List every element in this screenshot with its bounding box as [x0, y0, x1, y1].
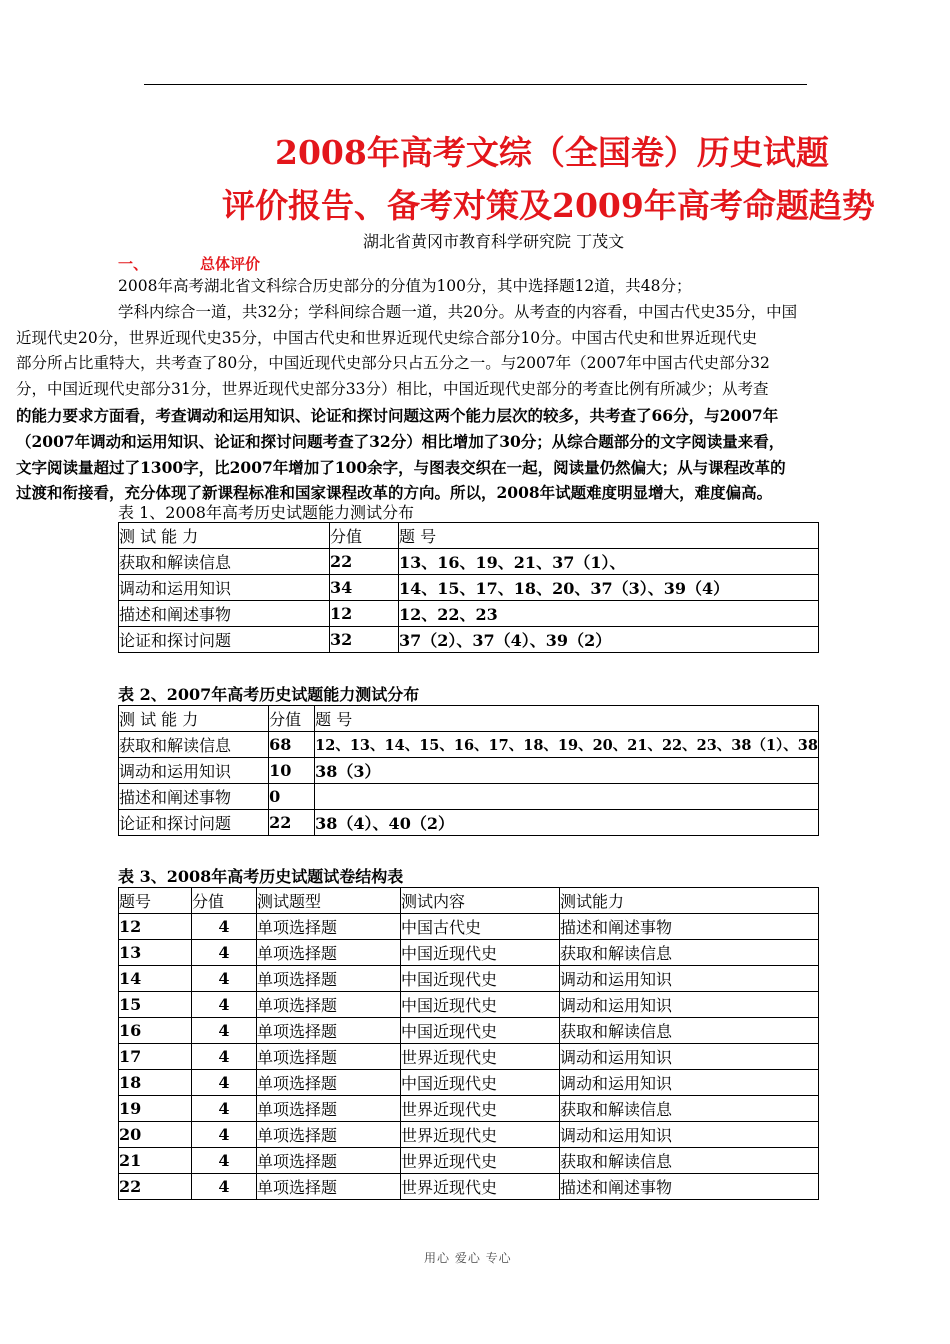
table-cell: 38（4）、40（2）: [315, 810, 819, 836]
section-heading: [118, 253, 260, 274]
table-row: [119, 627, 819, 653]
section-label: 总体评价: [200, 255, 261, 273]
table-cell: 中国近现代史: [401, 940, 560, 966]
paragraph-line: 过渡和衔接看，充分体现了新课程标准和国家课程改革的方向。所以，2008年试题难度明显增大，难度偏高。: [16, 483, 773, 503]
table-header-cell: 测试题型: [257, 888, 401, 914]
table-header-cell: 分值: [330, 523, 399, 549]
table-cell: 中国近现代史: [401, 1018, 560, 1044]
paragraph-line: 部分所占比重特大，共考查了80分，中国近现代史部分只占五分之一。与2007年（2007年中国古代史部分32: [16, 354, 770, 373]
table-cell: 单项选择题: [257, 1096, 401, 1122]
table-cell: 13: [119, 940, 192, 966]
table-header-cell: 题号: [119, 888, 192, 914]
table-cell: 获取和解读信息: [560, 1018, 819, 1044]
table-cell: 18: [119, 1070, 192, 1096]
table-cell: 21: [119, 1148, 192, 1174]
table-row: [119, 810, 819, 836]
paragraph-line: 学科内综合一道，共32分；学科间综合题一道，共20分。从考查的内容看，中国古代史35分，中国: [118, 302, 798, 321]
table-row: [119, 966, 819, 992]
table1-caption: 表 1、2008年高考历史试题能力测试分布: [118, 503, 414, 522]
table-cell: 15: [119, 992, 192, 1018]
table-cell: 12、22、23: [399, 601, 819, 627]
table-cell: 单项选择题: [257, 914, 401, 940]
table-row: [119, 575, 819, 601]
paragraph-line: 文字阅读量超过了1300字，比2007年增加了100余字，与图表交织在一起，阅读量仍然偏大；从与课程改革的: [16, 457, 786, 477]
table-cell: 获取和解读信息: [560, 1096, 819, 1122]
table-header-cell: 测试能力: [560, 888, 819, 914]
table-cell: 38（3）: [315, 758, 819, 784]
table-row: [119, 1148, 819, 1174]
table-cell: 37（2）、37（4）、39（2）: [399, 627, 819, 653]
table-cell: 描述和阐述事物: [119, 601, 330, 627]
table-header-cell: 分值: [269, 706, 315, 732]
footer-text: 用心 爱心 专心: [424, 1251, 512, 1265]
table-row: [119, 1044, 819, 1070]
paragraph-line: 近现代史20分，世界近现代史35分，中国古代史和世界近现代史综合部分10分。中国古代史和世界近现代史: [16, 328, 758, 347]
table-cell: 68: [269, 732, 315, 758]
table-cell: 4: [192, 914, 257, 940]
table-cell: 描述和阐述事物: [560, 1174, 819, 1200]
table-cell: 4: [192, 1148, 257, 1174]
table-cell: 世界近现代史: [401, 1148, 560, 1174]
table-cell: 获取和解读信息: [119, 549, 330, 575]
table-cell: 4: [192, 966, 257, 992]
table-row: [119, 992, 819, 1018]
table-header-row: [119, 888, 819, 914]
table-row: [119, 549, 819, 575]
table-header-row: [119, 706, 819, 732]
table-cell: 调动和运用知识: [560, 1122, 819, 1148]
table-cell: 调动和运用知识: [119, 575, 330, 601]
table3: [118, 887, 819, 1200]
table-cell: 4: [192, 1096, 257, 1122]
table-cell: 19: [119, 1096, 192, 1122]
table-cell: 14、15、17、18、20、37（3）、39（4）: [399, 575, 819, 601]
table-cell: 单项选择题: [257, 966, 401, 992]
table-cell: 0: [269, 784, 315, 810]
table-row: [119, 1174, 819, 1200]
table2-caption: 表 2、2007年高考历史试题能力测试分布: [118, 685, 420, 704]
author-line: 湖北省黄冈市教育科学研究院 丁茂文: [363, 232, 625, 251]
table-cell: 论证和探讨问题: [119, 810, 269, 836]
table-cell: 调动和运用知识: [560, 966, 819, 992]
table-cell: 12、13、14、15、16、17、18、19、20、21、22、23、38（1）、38: [315, 732, 819, 758]
table-row: [119, 940, 819, 966]
table3-caption: 表 3、2008年高考历史试题试卷结构表: [118, 867, 404, 886]
table-cell: 世界近现代史: [401, 1096, 560, 1122]
table-cell: 34: [330, 575, 399, 601]
document-title-line2: 评价报告、备考对策及2009年高考命题趋势: [222, 186, 875, 225]
table-cell: 单项选择题: [257, 992, 401, 1018]
table-cell: 12: [330, 601, 399, 627]
table-cell: 单项选择题: [257, 1070, 401, 1096]
table-cell: 17: [119, 1044, 192, 1070]
table-cell: 单项选择题: [257, 1122, 401, 1148]
table-cell: 14: [119, 966, 192, 992]
overview-paragraph: [16, 274, 920, 506]
table-cell: 单项选择题: [257, 940, 401, 966]
table-cell: 中国近现代史: [401, 1070, 560, 1096]
paragraph-line: （2007年调动和运用知识、论证和探讨问题考查了32分）相比增加了30分；从综合题部分的文字阅读量来看，: [16, 431, 785, 451]
table-header-cell: 分值: [192, 888, 257, 914]
table-cell: 中国古代史: [401, 914, 560, 940]
paragraph-line: 2008年高考湖北省文科综合历史部分的分值为100分，其中选择题12道，共48分；: [118, 277, 692, 295]
table-cell: 单项选择题: [257, 1174, 401, 1200]
table1: [118, 522, 819, 653]
table-row: [119, 1122, 819, 1148]
table-cell: 世界近现代史: [401, 1122, 560, 1148]
table-row: [119, 732, 819, 758]
table-cell: 20: [119, 1122, 192, 1148]
table-cell: 论证和探讨问题: [119, 627, 330, 653]
table-cell: 4: [192, 992, 257, 1018]
table-header-cell: 题 号: [315, 706, 819, 732]
table-cell: 4: [192, 940, 257, 966]
table-row: [119, 914, 819, 940]
section-number: 一、: [118, 255, 149, 273]
table-header-cell: 测试内容: [401, 888, 560, 914]
table-cell: 4: [192, 1174, 257, 1200]
table-cell: 单项选择题: [257, 1018, 401, 1044]
table-cell: 获取和解读信息: [560, 940, 819, 966]
table-cell: 描述和阐述事物: [560, 914, 819, 940]
table-header-cell: 测 试 能 力: [119, 523, 330, 549]
table-cell: 获取和解读信息: [119, 732, 269, 758]
table-cell: 调动和运用知识: [560, 992, 819, 1018]
table-cell: 调动和运用知识: [560, 1044, 819, 1070]
table-cell: 12: [119, 914, 192, 940]
table-row: [119, 1096, 819, 1122]
table-cell: 4: [192, 1122, 257, 1148]
table-cell: 22: [330, 549, 399, 575]
header-rule: [144, 84, 807, 85]
table-cell: 调动和运用知识: [560, 1070, 819, 1096]
document-title-line1: 2008年高考文综（全国卷）历史试题: [275, 133, 829, 172]
table-cell: 10: [269, 758, 315, 784]
table-cell: 22: [269, 810, 315, 836]
table-cell: 调动和运用知识: [119, 758, 269, 784]
table-cell: 单项选择题: [257, 1148, 401, 1174]
table-cell: 4: [192, 1070, 257, 1096]
table-cell: 32: [330, 627, 399, 653]
table-cell: 描述和阐述事物: [119, 784, 269, 810]
table2: [118, 705, 819, 836]
table-cell: 16: [119, 1018, 192, 1044]
table-row: [119, 784, 819, 810]
table-header-cell: 测 试 能 力: [119, 706, 269, 732]
table-cell: 中国近现代史: [401, 992, 560, 1018]
table-cell: 单项选择题: [257, 1044, 401, 1070]
table-cell: 获取和解读信息: [560, 1148, 819, 1174]
table-cell: 4: [192, 1018, 257, 1044]
table-cell: 22: [119, 1174, 192, 1200]
paragraph-line: 分，中国近现代史部分31分，世界近现代史部分33分）相比，中国近现代史部分的考查比例有所减少；从考查: [16, 380, 769, 399]
table-cell: 世界近现代史: [401, 1044, 560, 1070]
table-header-row: [119, 523, 819, 549]
table-cell: [315, 784, 819, 810]
table-cell: 13、16、19、21、37（1）、: [399, 549, 819, 575]
table-header-cell: 题 号: [399, 523, 819, 549]
table-cell: 世界近现代史: [401, 1174, 560, 1200]
paragraph-line: 的能力要求方面看，考查调动和运用知识、论证和探讨问题这两个能力层次的较多，共考查了66分，与2007年: [16, 405, 779, 425]
table-cell: 中国近现代史: [401, 966, 560, 992]
table-row: [119, 1070, 819, 1096]
table-cell: 4: [192, 1044, 257, 1070]
table-row: [119, 1018, 819, 1044]
table-row: [119, 758, 819, 784]
table-row: [119, 601, 819, 627]
